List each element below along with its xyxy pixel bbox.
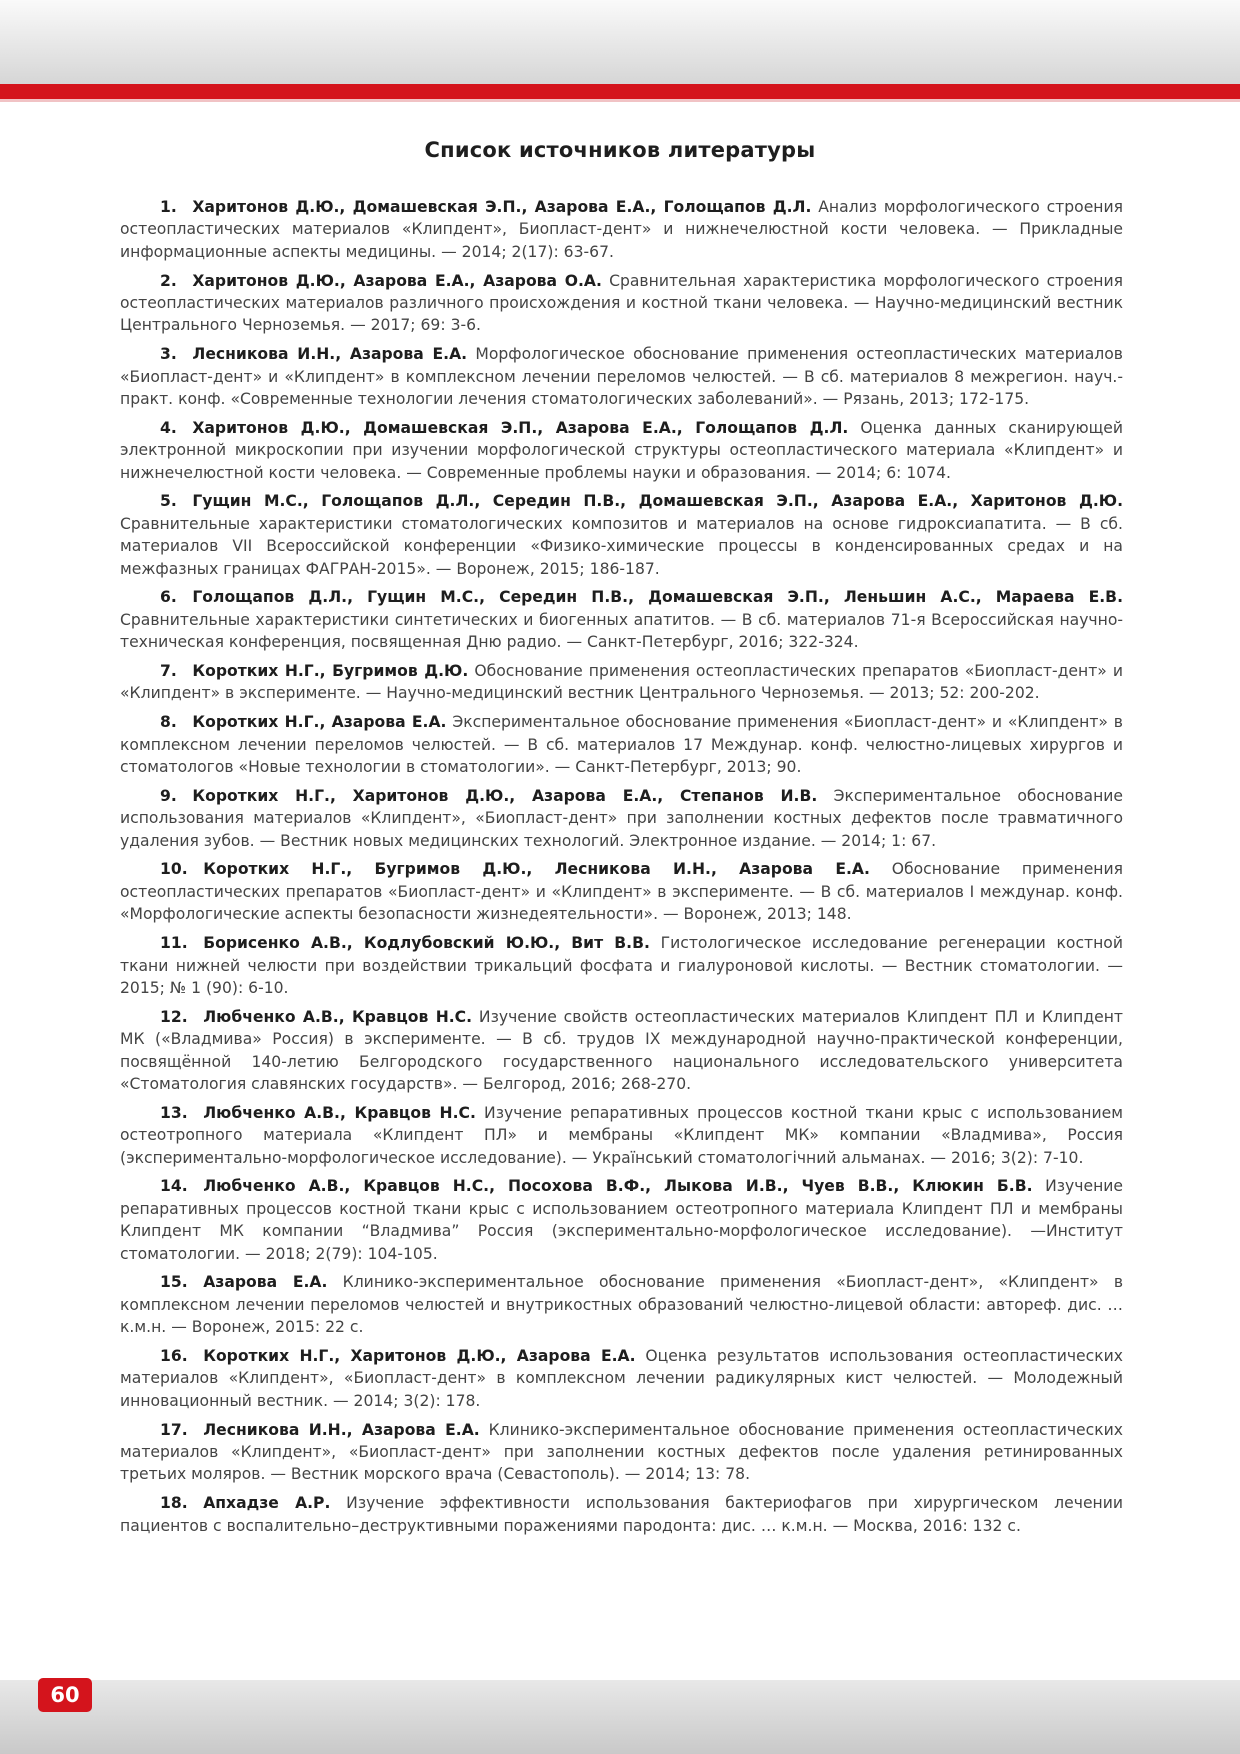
reference-number: 2. — [160, 271, 177, 290]
reference-text: Обоснование применения остеопластических препаратов «Биопласт-дент» и «Клипдент» в эксперименте. — В сб. материалов I междунар. конф. «Морфологические аспекты безопасности жизнедеятельности». — Воронеж, 2013; 148. — [120, 860, 1124, 924]
reference-number: 12. — [160, 1007, 188, 1026]
reference-text: Изучение эффективности использования бактериофагов при хирургическом лечении пациентов с воспалительно–деструктивными поражениями пародонта: дис. … к.м.н. — Москва, 2016: 132 с. — [120, 1494, 1123, 1535]
reference-text: Экспериментальное обоснование применения «Биопласт-дент» и «Клипдент» в комплексном лечении переломов челюстей. — В сб. материалов 17 Междунар. конф. челюстно-лицевых хирургов и стоматологов «Новые технологии в стоматологии». — Санкт-Петербург, 2013; 90. — [120, 713, 1123, 777]
reference-text: Гистологическое исследование регенерации костной ткани нижней челюсти при воздействии трикальций фосфата и гиалуроновой кислоты. — Вестник стоматологии. — 2015; № 1 (90): 6-10. — [120, 934, 1123, 997]
reference-text: Изучение репаративных процессов костной ткани крыс с использованием остеотропного материала «Клипдент ПЛ» и мембраны «Клипдент МК» компании «Владмива», Россия (экспериментально-морфологическое исследование). — Український стоматологічний альманах. — 2016; 3(2): 7-10. — [120, 1103, 1123, 1167]
reference-number: 16. — [160, 1346, 188, 1365]
footer-band — [0, 1680, 1240, 1754]
reference-item — [120, 932, 1123, 999]
reference-text: Клинико-экспериментальное обоснование применения «Биопласт-дент», «Клипдент» в комплексном лечении переломов челюстей и внутрикостных образований челюстно-лицевой области: автореф. дис. … к.м.н. — Воронеж, 2015: 22 с. — [120, 1273, 1124, 1337]
reference-item — [120, 858, 1123, 925]
reference-authors: Голощапов Д.Л., Гущин М.С., Середин П.В., Домашевская Э.П., Леньшин А.С., Мараева Е.В. — [192, 588, 1123, 607]
page-title: Список источников литературы — [424, 138, 816, 162]
reference-item — [120, 490, 1123, 580]
reference-authors: Коротких Н.Г., Бугримов Д.Ю. — [192, 662, 469, 681]
reference-text: Клинико-экспериментальное обоснование применения остеопластических материалов «Клипдент», «Биопласт-дент» при заполнении костных дефектов после удаления ретинированных третьих моляров. — Вестник морского врача (Севастополь). — 2014; 13: 78. — [120, 1420, 1124, 1484]
header-band — [0, 0, 1240, 84]
reference-number: 18. — [160, 1494, 188, 1513]
reference-authors: Харитонов Д.Ю., Домашевская Э.П., Азарова Е.А., Голощапов Д.Л. — [192, 198, 812, 216]
reference-number: 15. — [160, 1273, 188, 1292]
reference-item — [120, 1419, 1123, 1486]
reference-authors: Коротких Н.Г., Бугримов Д.Ю., Лесникова И.Н., Азарова Е.А. — [203, 860, 870, 879]
reference-authors: Коротких Н.Г., Харитонов Д.Ю., Азарова Е.А. — [203, 1346, 636, 1365]
reference-authors: Харитонов Д.Ю., Азарова Е.А., Азарова О.А. — [192, 271, 602, 290]
reference-authors: Любченко А.В., Кравцов Н.С., Посохова В.Ф., Лыкова И.В., Чуев В.В., Клюкин Б.В. — [203, 1177, 1033, 1196]
reference-item — [120, 1271, 1123, 1338]
reference-authors: Харитонов Д.Ю., Домашевская Э.П., Азарова Е.А., Голощапов Д.Л. — [192, 418, 849, 437]
reference-item — [120, 196, 1123, 263]
reference-number: 5. — [160, 492, 177, 511]
reference-authors: Коротких Н.Г., Азарова Е.А. — [192, 713, 447, 732]
reference-item — [120, 1345, 1123, 1412]
reference-authors: Азарова Е.А. — [203, 1273, 328, 1292]
reference-item — [120, 1102, 1123, 1169]
reference-authors: Любченко А.В., Кравцов Н.С. — [203, 1007, 473, 1026]
reference-number: 17. — [160, 1420, 188, 1439]
reference-authors: Борисенко А.В., Кодлубовский Ю.Ю., Вит В.В. — [203, 934, 650, 953]
reference-text: Изучение свойств остеопластических материалов Клипдент ПЛ и Клипдент МК («Владмива» Россия) в эксперименте. — В сб. трудов IX международной научно-практической конференции, посвящённой 140-летию Белгородского государственного национального исследовательского университета «Стоматология славянских государств». — Белгород, 2016; 268-270. — [120, 1007, 1123, 1093]
reference-text: Оценка результатов использования остеопластических материалов «Клипдент», «Биопласт-дент» в комплексном лечении радикулярных кист челюстей. — Молодежный инновационный вестник. — 2014; 3(2): 178. — [120, 1346, 1123, 1410]
reference-item — [120, 270, 1123, 337]
reference-authors: Апхадзе А.Р. — [203, 1494, 331, 1513]
reference-authors: Гущин М.С., Голощапов Д.Л., Середин П.В., Домашевская Э.П., Азарова Е.А., Харитонов Д.Ю. — [192, 492, 1123, 511]
reference-number: 7. — [160, 662, 177, 681]
reference-authors: Коротких Н.Г., Харитонов Д.Ю., Азарова Е.А., Степанов И.В. — [192, 786, 818, 805]
header-accent-stripe — [0, 84, 1240, 99]
reference-item — [120, 586, 1123, 653]
reference-item — [120, 1175, 1123, 1265]
reference-item — [120, 785, 1123, 852]
reference-number: 3. — [160, 345, 177, 364]
reference-number: 13. — [160, 1103, 188, 1122]
reference-authors: Лесникова И.Н., Азарова Е.А. — [192, 345, 468, 364]
reference-number: 10. — [160, 860, 188, 879]
reference-text: Обоснование применения остеопластических препаратов «Биопласт-дент» и «Клипдент» в эксперименте. — Научно-медицинский вестник Центрального Черноземья. — 2013; 52: 200-202. — [120, 662, 1123, 703]
reference-text: Сравнительные характеристики синтетических и биогенных апатитов. — В сб. материалов 71-я Всероссийская научно-техническая конференция, посвященная Дню радио. — Санкт-Петербург, 2016; 322-324. — [120, 610, 1123, 652]
reference-item — [120, 417, 1123, 484]
reference-item — [120, 660, 1123, 705]
reference-item — [120, 1006, 1123, 1096]
reference-number: 4. — [160, 418, 177, 437]
page-number-badge: 60 — [38, 1678, 92, 1712]
reference-item — [120, 711, 1123, 778]
reference-list — [120, 196, 1123, 1543]
reference-authors: Любченко А.В., Кравцов Н.С. — [203, 1103, 476, 1122]
reference-text: Изучение репаративных процессов костной ткани крыс с использованием остеотропного материала Клипдент ПЛ и мембраны Клипдент МК компании “Владмива” Россия (экспериментально-морфологическое исследование). —Институт стоматологии. — 2018; 2(79): 104-105. — [120, 1177, 1123, 1263]
reference-item — [120, 1492, 1123, 1537]
reference-number: 9. — [160, 786, 177, 805]
header-accent-line — [0, 99, 1240, 102]
reference-text: Анализ морфологического строения остеопластических материалов «Клипдент», Биопласт-дент» и нижнечелюстной кости человека. — Прикладные информационные аспекты медицины. — 2014; 2(17): 63-67. — [120, 198, 1123, 261]
reference-number: 11. — [160, 934, 188, 953]
reference-number: 1. — [160, 198, 177, 216]
reference-text: Экспериментальное обоснование использования материалов «Клипдент», «Биопласт-дент» при заполнении костных дефектов после травматичного удаления зубов. — Вестник новых медицинских технологий. Электронное издание. — 2014; 1: 67. — [120, 786, 1123, 850]
reference-number: 14. — [160, 1177, 188, 1196]
reference-text: Сравнительная характеристика морфологического строения остеопластических материалов различного происхождения и костной ткани человека. — Научно-медицинский вестник Центрального Черноземья. — 2017; 69: 3-6. — [120, 271, 1124, 335]
reference-item — [120, 343, 1123, 410]
reference-number: 8. — [160, 713, 177, 732]
reference-number: 6. — [160, 588, 177, 607]
reference-authors: Лесникова И.Н., Азарова Е.А. — [203, 1420, 480, 1439]
reference-text: Морфологическое обоснование применения остеопластических материалов «Биопласт-дент» и «Клипдент» в комплексном лечении переломов челюстей. — В сб. материалов 8 межрегион. науч.-практ. конф. «Современные технологии лечения стоматологических заболеваний». — Рязань, 2013; 172-175. — [120, 345, 1123, 409]
reference-text: Сравнительные характеристики стоматологических композитов и материалов на основе гидроксиапатита. — В сб. материалов VII Всероссийской конференции «Физико-химические процессы в конденсированных средах и на межфазных границах ФАГРАН-2015». — Воронеж, 2015; 186-187. — [120, 514, 1123, 578]
reference-text: Оценка данных сканирующей электронной микроскопии при изучении морфологической структуры остеопластического материала «Клипдент» и нижнечелюстной кости человека. — Современные проблемы науки и образования. — 2014; 6: 1074. — [120, 418, 1123, 482]
